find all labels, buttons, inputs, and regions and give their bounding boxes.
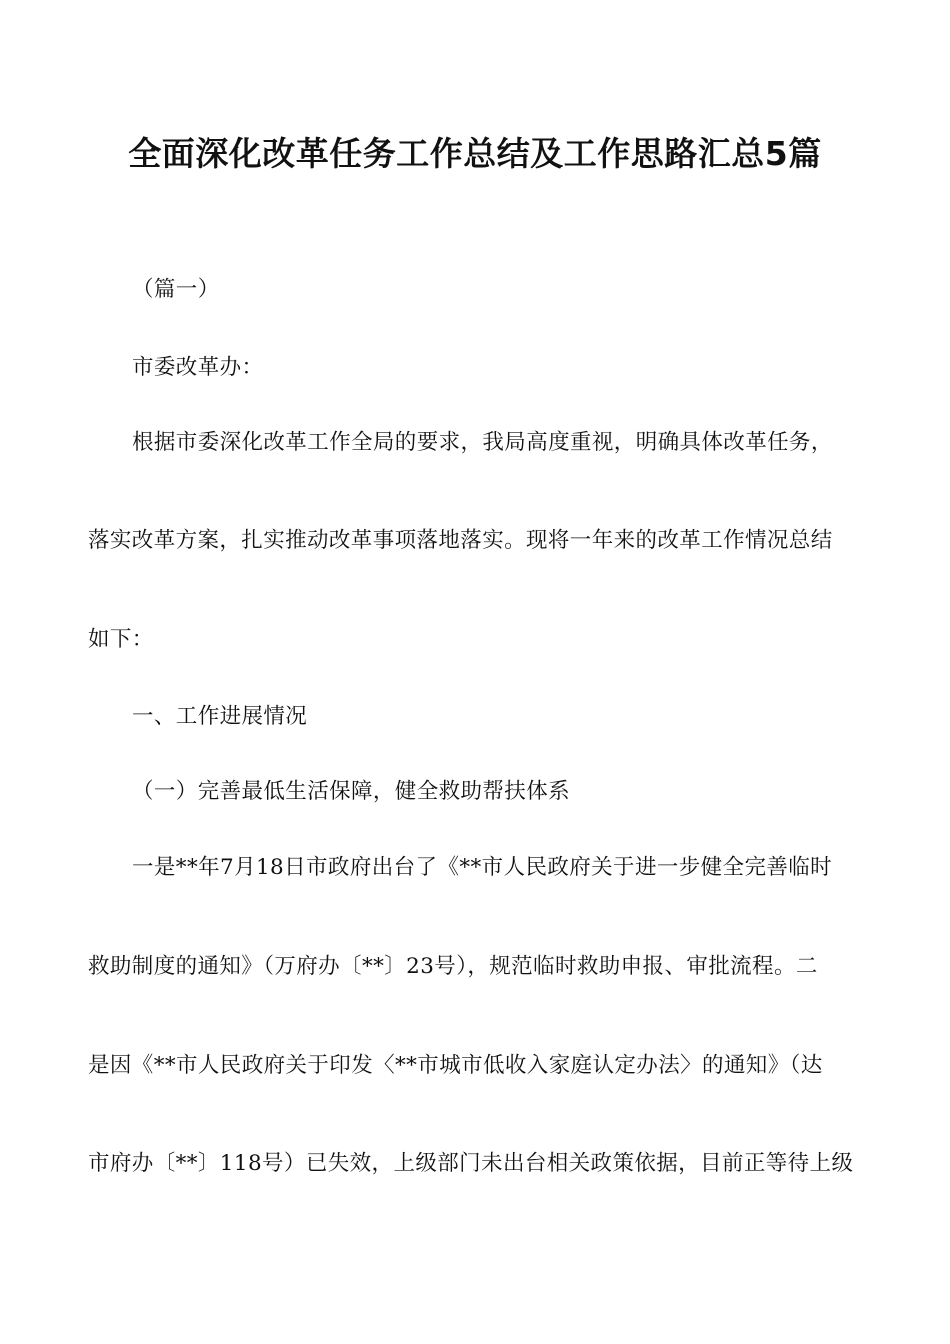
paragraph-line: 如下： [88,627,154,652]
paragraph-line: 落实改革方案，扎实推动改革事项落地落实。现将一年来的改革工作情况总结 [88,528,833,553]
section-heading: 一、工作进展情况 [132,704,308,729]
paragraph-line: 市府办〔**〕118号）已失效，上级部门未出台相关政策依据，目前正等待上级 [88,1151,854,1176]
paragraph-line: 根据市委深化改革工作全局的要求，我局高度重视，明确具体改革任务， [132,430,833,455]
subsection-heading: （一）完善最低生活保障，健全救助帮扶体系 [132,779,571,804]
document-title: 全面深化改革任务工作总结及工作思路汇总5篇 [128,134,822,173]
paragraph-line: 是因《**市人民政府关于印发〈**市城市低收入家庭认定办法〉的通知》（达 [88,1053,823,1078]
paragraph-line: 一是**年7月18日市政府出台了《**市人民政府关于进一步健全完善临时 [132,855,833,880]
addressee-line: 市委改革办： [132,355,264,380]
section-label: （篇一） [132,277,220,302]
paragraph-line: 救助制度的通知》（万府办〔**〕23号），规范临时救助申报、审批流程。二 [88,954,818,979]
